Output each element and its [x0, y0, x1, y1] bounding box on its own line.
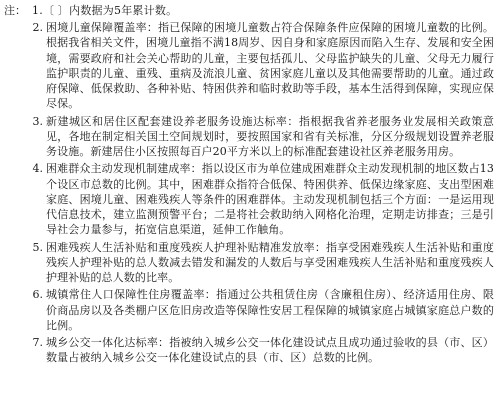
note-item-5 [4, 240, 494, 286]
note-content-5: 困难残疾人生活补贴和重度残疾人护理补贴精准发放率：指享受困难残疾人生活补贴和重度残疾人护理补贴的总人数减去错发和漏发的人数后与享受困难残疾人生活补贴和重度残疾人护理补贴的总人数的比率。 [46, 240, 494, 285]
note-content-1: 〔 〕内数据为5年累计数。 [42, 4, 178, 17]
note-number-3: 3. [32, 114, 43, 128]
note-number-7: 7. [32, 336, 43, 350]
note-item-2 [4, 20, 494, 111]
notes-prefix: 注： [4, 4, 26, 17]
note-content-7: 城乡公交一体化达标率：指被纳入城乡公交一体化建设试点且成功通过验收的县（市、区）数量占被纳入城乡公交一体化建设试点的县（市、区）总数的比例。 [46, 336, 494, 365]
note-item-6 [4, 287, 494, 333]
note-content-2: 困境儿童保障覆盖率：指已保障的困境儿童数占符合保障条件应保障的困境儿童数的比例。根据我省相关文件，困境儿童指不满18周岁、因自身和家庭原因而陷入生存、发展和安全困境，需要政府和社会关心帮助的儿童，主要包括孤儿、父母监护缺失的儿童、父母无力履行监护职责的儿童、重残、重病及流浪儿童、贫困家庭儿童以及其他需要帮助的儿童。通过政府保障、低保救助、各种补贴、特困供养和临时救助等手段，基本生活得到保障，实现应保尽保。 [46, 21, 494, 111]
note-number-4: 4. [32, 162, 43, 176]
note-content-3: 新建城区和居住区配套建设养老服务设施达标率：指根据我省养老服务业发展相关政策意见，各地在制定相关国土空间规划时，要按照国家和省有关标准，分区分级规划设置养老服务设施。新建居住小区按照每百户20平方米以上的标准配套建设社区养老服务用房。 [46, 114, 494, 159]
note-item-1 [4, 3, 494, 18]
note-text-1 [32, 3, 494, 18]
note-item-3 [4, 114, 494, 160]
note-number-1: 1. [32, 4, 43, 17]
note-number-2: 2. [32, 21, 43, 35]
note-content-4: 困难群众主动发现机制建成率：指以设区市为单位建成困难群众主动发现机制的地区数占13个设区市总数的比例。其中，困难群众指符合低保、特困供养、低保边缘家庭、支出型困难家庭、困境儿童、困难残疾人等条件的困难群体。主动发现机制包括三个方面：一是运用现代信息技术，建立监测预警平台；二是将社会救助纳入网格化治理，定期走访排查；三是引导社会力量参与，拓宽信息渠道，延伸工作触角。 [46, 162, 494, 237]
note-number-5: 5. [32, 240, 43, 254]
note-number-6: 6. [32, 288, 43, 302]
note-content-6: 城镇常住人口保障性住房覆盖率：指通过公共租赁住房（含廉租住房）、经济适用住房、限价商品房以及各类棚户区危旧房改造等保障性安居工程保障的城镇家庭占城镇家庭总户数的比例。 [46, 288, 494, 332]
note-item-7 [4, 335, 494, 365]
note-item-4 [4, 161, 494, 237]
